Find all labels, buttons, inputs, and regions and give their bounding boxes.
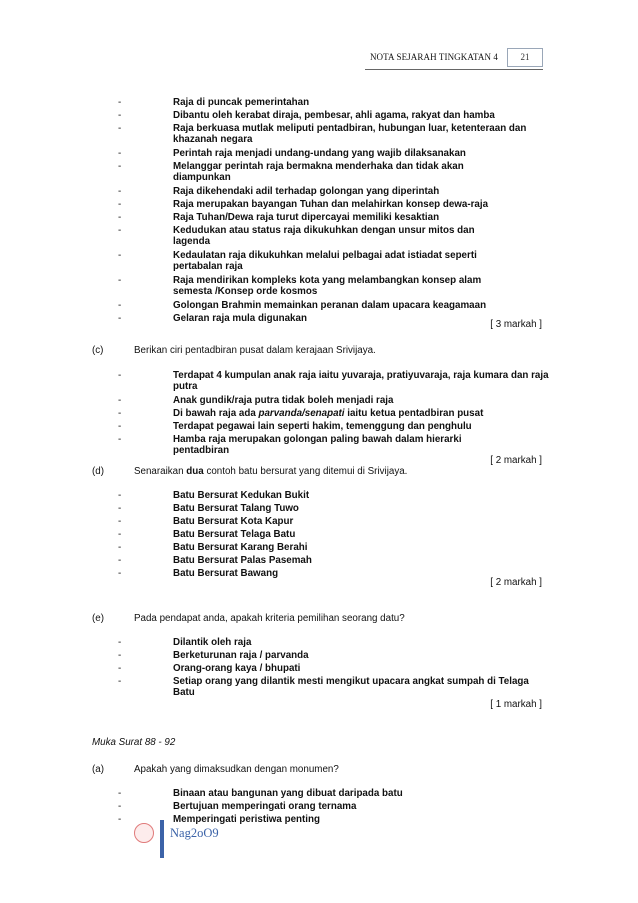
list-item-text: Terdapat pegawai lain seperti hakim, temenggung dan penghulu [173,421,472,432]
list-item-text: Batu Bersurat Kota Kapur [173,516,294,527]
question-text: Berikan ciri pentadbiran pusat dalam kerajaan Srivijaya. [134,345,376,356]
question-text: Apakah yang dimaksudkan dengan monumen? [134,764,339,775]
bullet-dash: - [118,650,122,661]
list-item [118,801,548,812]
list-item-text: Batu Bersurat Talang Tuwo [173,503,299,514]
emphasis-word: dua [186,466,204,477]
list-item [118,123,548,146]
list-item-text: Perintah raja menjadi undang-undang yang wajib dilaksanakan [173,148,466,159]
list-item [118,313,548,324]
list-item-text: Bertujuan memperingati orang ternama [173,801,357,812]
bullet-dash: - [118,516,122,527]
bullet-dash: - [118,490,122,501]
bullet-dash: - [118,110,122,121]
bullet-dash: - [118,186,122,197]
list-item [118,434,548,457]
list-item [118,516,548,527]
bullet-dash: - [118,225,122,236]
list-item-text: Golongan Brahmin memainkan peranan dalam upacara keagamaan [173,300,487,311]
list-item [118,186,548,197]
bullet-dash: - [118,250,122,261]
list-item [118,814,548,825]
list-item-text: Memperingati peristiwa penting [173,814,320,825]
bullet-dash: - [118,275,122,286]
bullet-dash: - [118,123,122,134]
bullet-dash: - [118,434,122,445]
list-item [118,650,548,661]
page-reference: Muka Surat 88 - 92 [92,737,176,748]
text-segment: contoh batu bersurat yang ditemui di Srivijaya. [203,466,408,477]
list-item [118,300,548,311]
bullet-dash: - [118,212,122,223]
list-item [118,370,548,393]
list-item-text: Raja Tuhan/Dewa raja turut dipercayai memiliki kesaktian [173,212,440,223]
list-item [118,225,548,248]
list-item-text: Batu Bersurat Kedukan Bukit [173,490,310,501]
list-item-text: Batu Bersurat Palas Pasemah [173,555,312,566]
bullet-dash: - [118,676,122,687]
list-item [118,97,548,108]
question-label: (a) [92,764,104,775]
bullet-dash: - [118,395,122,406]
bullet-dash: - [118,637,122,648]
list-item-text: Batu Bersurat Bawang [173,568,279,579]
list-item [118,503,548,514]
list-item [118,788,548,799]
bullet-dash: - [118,199,122,210]
list-item [118,663,548,674]
list-item [118,676,548,699]
text-segment: iaitu ketua pentadbiran pusat [344,408,484,419]
bullet-dash: - [118,503,122,514]
list-item [118,490,548,501]
list-item-text: Batu Bersurat Karang Berahi [173,542,308,553]
footer-divider [160,820,164,858]
question-label: (c) [92,345,104,356]
bullet-dash: - [118,421,122,432]
bullet-dash: - [118,801,122,812]
bullet-dash: - [118,148,122,159]
list-item-text: Melanggar perintah raja bermakna menderhaka dan tidak akan diampunkan [173,161,464,184]
list-item-text: Batu Bersurat Telaga Batu [173,529,296,540]
list-item [118,421,548,432]
bullet-dash: - [118,529,122,540]
bullet-dash: - [118,97,122,108]
list-item [118,529,548,540]
bullet-dash: - [118,555,122,566]
question-text: Pada pendapat anda, apakah kriteria pemilihan seorang datu? [134,613,405,624]
italic-term: parvanda/senapati [258,408,345,419]
bullet-dash: - [118,313,122,324]
list-item-text: Berketurunan raja / parvanda [173,650,309,661]
text-segment: Senaraikan [134,466,187,477]
author-logo-icon [134,823,154,843]
list-item-text: Terdapat 4 kumpulan anak raja iaitu yuvaraja, pratiyuvaraja, raja kumara dan raja putra [173,370,549,393]
list-item [118,148,548,159]
bullet-dash: - [118,370,122,381]
list-item-text: Dibantu oleh kerabat diraja, pembesar, ahli agama, rakyat dan hamba [173,110,495,121]
list-item [118,408,548,419]
text-segment: Di bawah raja ada [173,408,259,419]
list-item [118,555,548,566]
list-item-text [173,408,548,419]
list-item-text: Raja di puncak pemerintahan [173,97,310,108]
question-label: (d) [92,466,104,477]
list-item [118,542,548,553]
list-item-text: Dilantik oleh raja [173,637,252,648]
list-item [118,637,548,648]
list-item [118,275,548,298]
list-item [118,395,548,406]
list-item-text: Raja merupakan bayangan Tuhan dan melahirkan konsep dewa-raja [173,199,489,210]
list-item-text: Setiap orang yang dilantik mesti mengikut upacara angkat sumpah di Telaga Batu [173,676,529,699]
bullet-dash: - [118,408,122,419]
bullet-dash: - [118,568,122,579]
bullet-dash: - [118,788,122,799]
list-item [118,199,548,210]
page-number: 21 [507,48,543,67]
marks-label: [ 3 markah ] [490,319,542,330]
list-item-text: Hamba raja merupakan golongan paling bawah dalam hierarki pentadbiran [173,434,462,457]
bullet-dash: - [118,542,122,553]
marks-label: [ 2 markah ] [490,455,542,466]
bullet-dash: - [118,814,122,825]
footer-author: Nag2oO9 [170,826,219,840]
list-item-text: Raja berkuasa mutlak meliputi pentadbiran, hubungan luar, ketenteraan dan khazanah negara [173,123,527,146]
list-item-text: Anak gundik/raja putra tidak boleh menjadi raja [173,395,394,406]
question-label: (e) [92,613,104,624]
list-item-text: Kedaulatan raja dikukuhkan melalui pelbagai adat istiadat seperti pertabalan raja [173,250,477,273]
marks-label: [ 1 markah ] [490,699,542,710]
bullet-dash: - [118,161,122,172]
list-item [118,110,548,121]
header-title: NOTA SEJARAH TINGKATAN 4 [369,52,498,62]
bullet-dash: - [118,663,122,674]
marks-label: [ 2 markah ] [490,577,542,588]
list-item [118,250,548,273]
bullet-dash: - [118,300,122,311]
question-text [134,466,534,477]
list-item-text: Kedudukan atau status raja dikukuhkan dengan unsur mitos dan lagenda [173,225,475,248]
list-item-text: Gelaran raja mula digunakan [173,313,307,324]
list-item-text: Raja mendirikan kompleks kota yang melambangkan konsep alam semesta /Konsep orde kosmos [173,275,482,298]
list-item [118,568,548,579]
list-item-text: Binaan atau bangunan yang dibuat daripada batu [173,788,403,799]
list-item [118,161,548,184]
list-item-text: Orang-orang kaya / bhupati [173,663,301,674]
list-item [118,212,548,223]
list-item-text: Raja dikehendaki adil terhadap golongan yang diperintah [173,186,440,197]
header-divider [365,69,543,70]
